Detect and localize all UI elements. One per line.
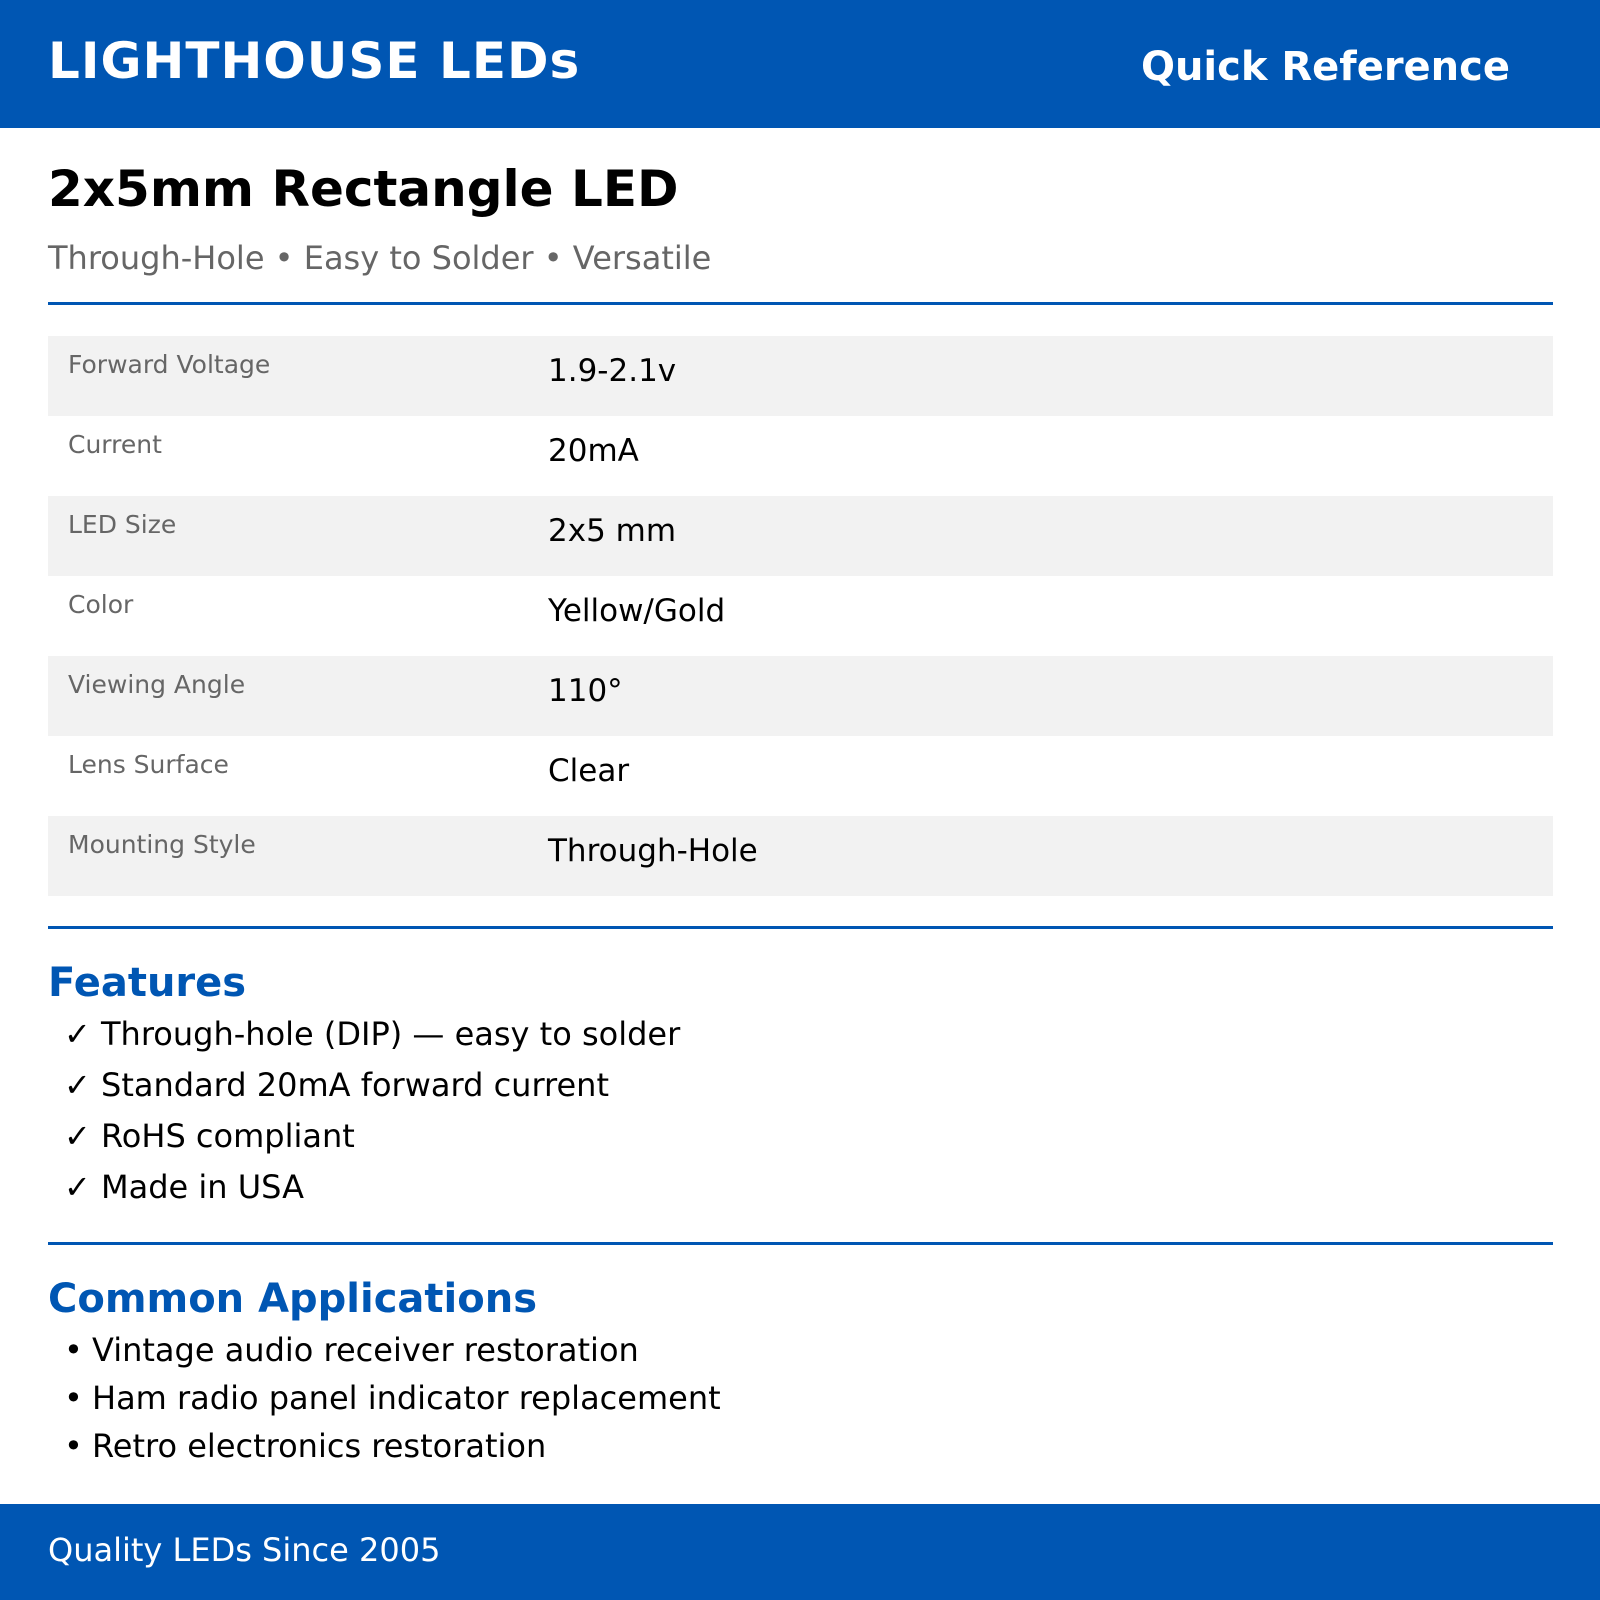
spec-row-lens-surface — [48, 736, 1553, 816]
bullet-icon: • — [64, 1427, 83, 1465]
spec-label: Forward Voltage — [68, 350, 271, 379]
spec-label: Current — [68, 430, 162, 459]
feature-text: Made in USA — [101, 1168, 304, 1206]
list-item — [64, 1116, 680, 1167]
footer-tagline: Quality LEDs Since 2005 — [48, 1531, 441, 1569]
spec-value: Yellow/Gold — [548, 593, 726, 629]
spec-label: Mounting Style — [68, 830, 256, 859]
spec-row-led-size — [48, 496, 1553, 576]
spec-value: 2x5 mm — [548, 513, 677, 549]
checkmark-icon: ✓ — [64, 1066, 91, 1104]
header-bar — [0, 0, 1600, 128]
spec-value: Clear — [548, 753, 630, 789]
spec-table — [48, 336, 1553, 896]
product-subtitle: Through-Hole • Easy to Solder • Versatile — [48, 239, 712, 277]
footer-bar — [0, 1504, 1600, 1600]
spec-label: Color — [68, 590, 134, 619]
spec-row-mounting-style — [48, 816, 1553, 896]
feature-list — [64, 1014, 680, 1218]
list-item — [64, 1167, 680, 1218]
divider — [48, 926, 1553, 929]
feature-text: Through-hole (DIP) — easy to solder — [101, 1015, 681, 1053]
list-item — [64, 1330, 721, 1378]
spec-value: Through-Hole — [548, 833, 758, 869]
spec-label: LED Size — [68, 510, 177, 539]
spec-row-color — [48, 576, 1553, 656]
product-title: 2x5mm Rectangle LED — [48, 160, 679, 218]
application-text: Retro electronics restoration — [92, 1427, 547, 1465]
bullet-icon: • — [64, 1379, 83, 1417]
quick-reference-label: Quick Reference — [1140, 44, 1510, 90]
list-item — [64, 1014, 680, 1065]
checkmark-icon: ✓ — [64, 1168, 91, 1206]
spec-label: Viewing Angle — [68, 670, 246, 699]
application-list — [64, 1330, 721, 1474]
list-item — [64, 1426, 721, 1474]
divider — [48, 302, 1553, 305]
spec-row-forward-voltage — [48, 336, 1553, 416]
applications-heading: Common Applications — [48, 1276, 538, 1322]
bullet-icon: • — [64, 1331, 83, 1369]
feature-text: RoHS compliant — [101, 1117, 355, 1155]
spec-row-current — [48, 416, 1553, 496]
spec-value: 110° — [548, 673, 623, 709]
list-item — [64, 1378, 721, 1426]
list-item — [64, 1065, 680, 1116]
features-heading: Features — [48, 960, 247, 1006]
spec-label: Lens Surface — [68, 750, 229, 779]
application-text: Vintage audio receiver restoration — [92, 1331, 639, 1369]
application-text: Ham radio panel indicator replacement — [92, 1379, 721, 1417]
spec-row-viewing-angle — [48, 656, 1553, 736]
checkmark-icon: ✓ — [64, 1015, 91, 1053]
spec-value: 1.9-2.1v — [548, 353, 677, 389]
spec-value: 20mA — [548, 433, 639, 469]
divider — [48, 1242, 1553, 1245]
brand-name: LIGHTHOUSE LEDs — [48, 32, 581, 90]
feature-text: Standard 20mA forward current — [101, 1066, 609, 1104]
checkmark-icon: ✓ — [64, 1117, 91, 1155]
